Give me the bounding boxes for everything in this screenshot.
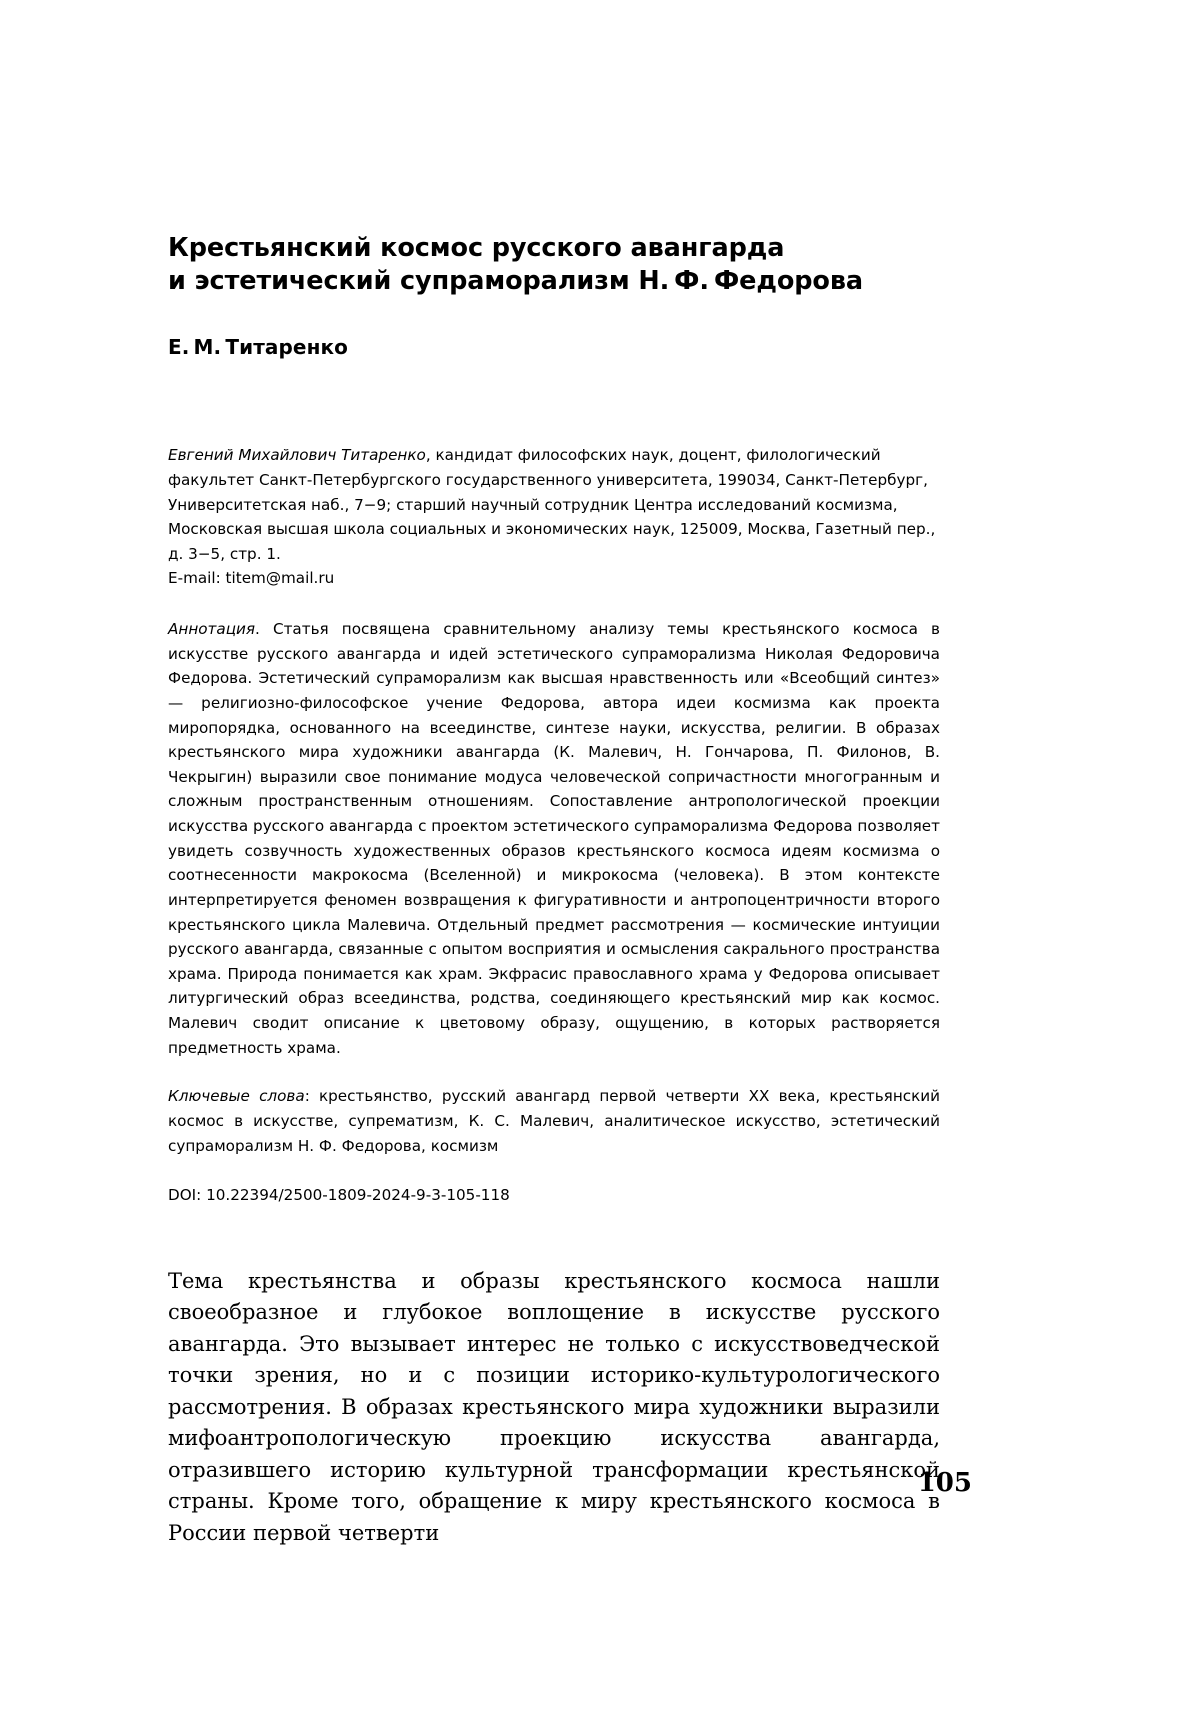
keywords-label: Ключевые слова	[168, 1087, 305, 1106]
abstract-label: Аннотация	[168, 620, 256, 638]
abstract	[168, 617, 940, 1060]
keywords	[168, 1084, 940, 1158]
title-line-2: и эстетический супраморализм Н. Ф. Федорова	[168, 265, 863, 296]
body-paragraph-1: Тема крестьянства и образы крестьянского космоса нашли своеобразное и глубокое воплощение в искусстве русского авангарда. Это вызывает интерес не только с искусствоведческой точки зрения, но и с позиции историко-культурологического рассмотрения. В образах крестьянского мира художники выразили мифоантропологическую проекцию искусства авангарда, отразившего историю культурной трансформации крестьянской страны. Кроме того, обращение к миру крестьянского космоса в России первой четверти	[168, 1268, 940, 1545]
author-name: Е. М. Титаренко	[168, 335, 349, 360]
affiliation-details: , кандидат философских наук, доцент, филологический факультет Санкт-Петербургского государственного университета, 199034, Санкт-Петербург, Университетская наб., 7−9; старший научный сотрудник Центра исследований космизма, Московская высшая школа социальных и экономических наук, 125009, Москва, Газетный пер., д. 3−5, стр. 1.	[168, 446, 936, 563]
author-affiliation	[168, 443, 940, 591]
article-content	[168, 232, 940, 1549]
abstract-text: . Статья посвящена сравнительному анализу темы крестьянского космоса в искусстве русского авангарда и идей эстетического супраморализма Николая Федоровича Федорова. Эстетический супраморализм как высшая нравственность или «Всеобщий синтез» — религиозно-философское учение Федорова, автора идеи космизма как проекта миропорядка, основанного на всеединстве, синтезе науки, искусства, религии. В образах крестьянского мира художники авангарда (К. Малевич, Н. Гончарова, П. Филонов, В. Чекрыгин) выразили свое понимание модуса человеческой сопричастности многогранным и сложным пространственным отношениям. Сопоставление антропологической проекции искусства русского авангарда с проектом эстетического супраморализма Федорова позволяет увидеть созвучность художественных образов крестьянского космоса идеям космизма о соотнесенности макрокосма (Вселенной) и микрокосма (человека). В этом контексте интерпретируется феномен возвращения к фигуративности и антропоцентричности второго крестьянского цикла Малевича. Отдельный предмет рассмотрения — космические интуиции русского авангарда, связанные с опытом восприятия и осмысления сакрального пространства храма. Природа понимается как храм. Экфрасис православного храма у Федорова описывает литургический образ всеединства, родства, соединяющего крестьянский мир как космос. Малевич сводит описание к цветовому образу, ощущению, в которых растворяется предметность храма.	[168, 620, 940, 1057]
body-text	[168, 1266, 940, 1550]
author-email: E-mail: titem@mail.ru	[168, 569, 335, 588]
keywords-text: : крестьянство, русский авангард первой четверти XX века, крестьянский космос в искусстве, супрематизм, К. С. Малевич, аналитическое искусство, эстетический супраморализм Н. Ф. Федорова, космизм	[168, 1087, 941, 1155]
page-number: 105	[917, 1468, 972, 1498]
affiliation-author-name: Евгений Михайлович Титаренко	[168, 446, 426, 465]
doi-line: DOI: 10.22394/2500-1809-2024-9-3-105-118	[168, 1186, 510, 1205]
page-title	[168, 232, 940, 297]
title-line-1: Крестьянский космос русского авангарда	[168, 233, 785, 263]
